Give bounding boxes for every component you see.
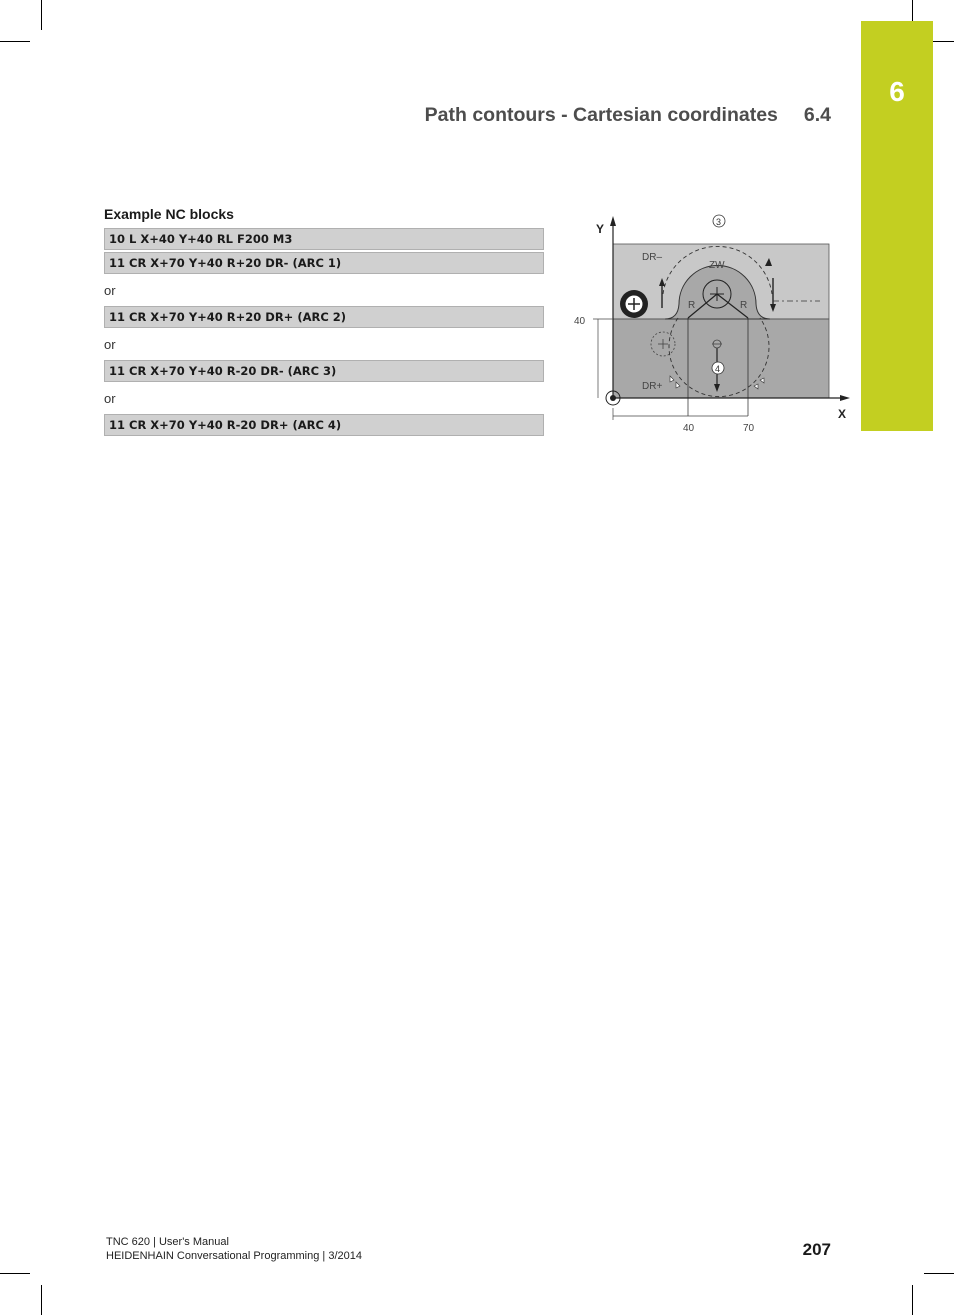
arc-diagram xyxy=(570,208,855,438)
chapter-number: 6 xyxy=(889,76,905,107)
crop-mark xyxy=(924,1273,954,1274)
y-axis-label: Y xyxy=(596,222,605,236)
section-number: 6.4 xyxy=(803,104,831,126)
dr-plus-label: DR+ xyxy=(642,381,663,392)
chapter-tab xyxy=(861,21,933,431)
crop-mark xyxy=(0,1273,30,1274)
radius-label: R xyxy=(688,300,696,311)
dr-minus-label: DR– xyxy=(642,252,663,263)
or-separator: or xyxy=(104,391,116,406)
page-number: 207 xyxy=(802,1240,831,1259)
crop-mark xyxy=(41,1285,42,1315)
arc-4-label: 4 xyxy=(715,364,721,374)
dim-y-40: 40 xyxy=(574,316,586,327)
or-separator: or xyxy=(104,337,116,352)
milling-tool-icon xyxy=(620,290,648,318)
or-separator: or xyxy=(104,283,116,298)
example-heading: Example NC blocks xyxy=(104,206,234,222)
code-block: 11 CR X+70 Y+40 R+20 DR- (ARC 1) xyxy=(104,252,544,274)
page-header xyxy=(390,104,831,127)
code-block: 10 L X+40 Y+40 RL F200 M3 xyxy=(104,228,544,250)
footer-product: HEIDENHAIN Conversational Programming | 3/2014 xyxy=(106,1250,362,1262)
x-axis-label: X xyxy=(838,407,847,421)
crop-mark xyxy=(912,1285,913,1315)
dim-x-40: 40 xyxy=(683,423,695,434)
example-section xyxy=(104,206,544,438)
code-block: 11 CR X+70 Y+40 R+20 DR+ (ARC 2) xyxy=(104,306,544,328)
crop-mark xyxy=(0,41,30,42)
radius-label: R xyxy=(740,300,748,311)
section-title: Path contours - Cartesian coordinates xyxy=(424,104,778,126)
arc-diagram-svg xyxy=(570,208,855,438)
footer-manual: TNC 620 | User's Manual xyxy=(106,1236,229,1248)
code-block: 11 CR X+70 Y+40 R-20 DR- (ARC 3) xyxy=(104,360,544,382)
dim-x-70: 70 xyxy=(743,423,755,434)
code-block: 11 CR X+70 Y+40 R-20 DR+ (ARC 4) xyxy=(104,414,544,436)
footer xyxy=(106,1235,362,1263)
arc-3-label: 3 xyxy=(716,217,722,227)
zw-label: ZW xyxy=(709,260,725,271)
crop-mark xyxy=(41,0,42,30)
